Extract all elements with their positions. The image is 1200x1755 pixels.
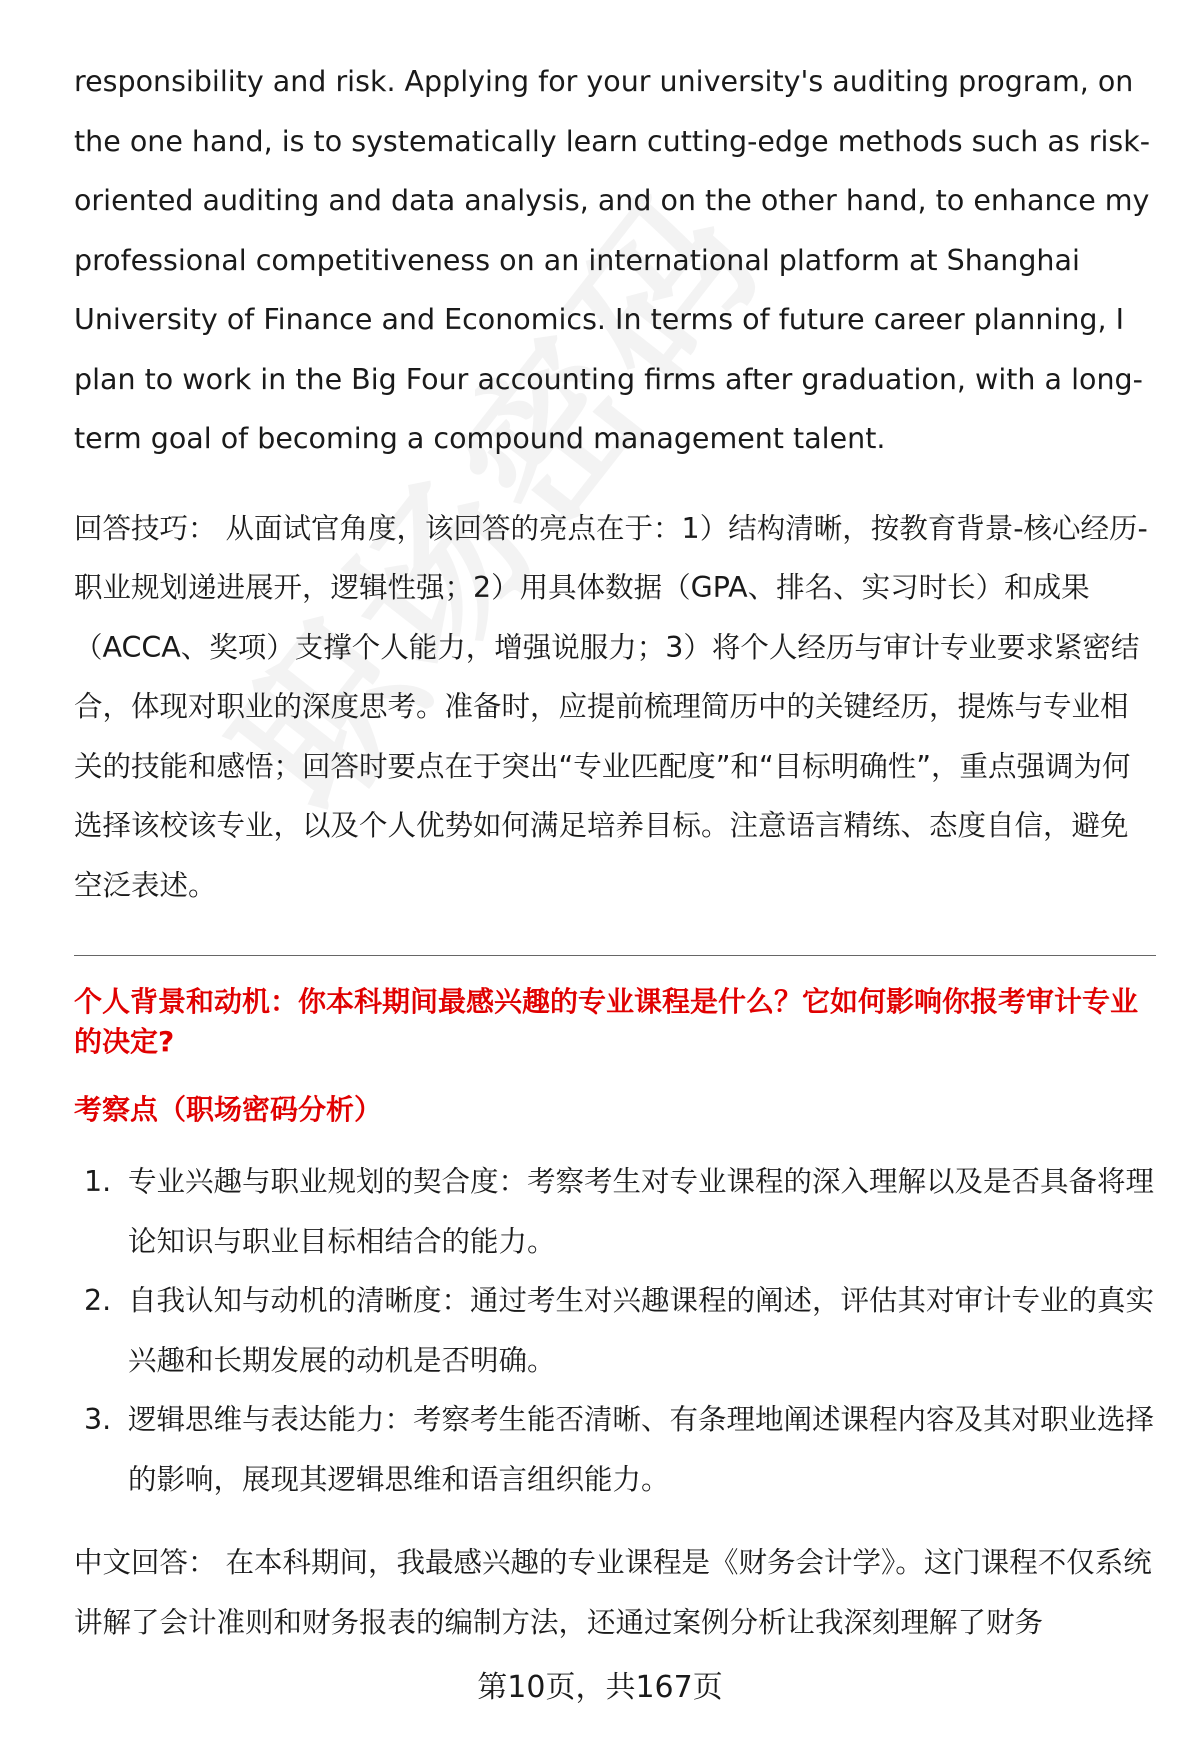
list-number: 1. (84, 1165, 112, 1198)
section-divider (74, 955, 1156, 956)
document-page (74, 52, 1154, 1652)
answer-tips-paragraph: 回答技巧： 从面试官角度，该回答的亮点在于：1）结构清晰，按教育背景-核心经历-职业规划递进展开，逻辑性强；2）用具体数据（GPA、排名、实习时长）和成果（ACCA、奖项）支撑个人能力，增强说服力；3）将个人经历与审计专业要求紧密结合，体现对职业的深度思考。准备时，应提前梳理简历中的关键经历，提炼与专业相关的技能和感悟；回答时要点在于突出“专业匹配度”和“目标明确性”，重点强调为何选择该校该专业，以及个人优势如何满足培养目标。注意语言精练、态度自信，避免空泛表述。 (74, 511, 1148, 902)
list-item-text: 逻辑思维与表达能力：考察考生能否清晰、有条理地阐述课程内容及其对职业选择的影响，展现其逻辑思维和语言组织能力。 (128, 1403, 1155, 1496)
page-number-footer: 第10页，共167页 (477, 1670, 723, 1705)
list-item (74, 1390, 1154, 1509)
list-number: 2. (84, 1284, 112, 1317)
analysis-heading: 考察点（职场密码分析） (74, 1093, 383, 1126)
chinese-answer-paragraph: 中文回答： 在本科期间，我最感兴趣的专业课程是《财务会计学》。这门课程不仅系统讲解了会计准则和财务报表的编制方法，还通过案例分析让我深刻理解了财务 (74, 1546, 1152, 1639)
list-item (74, 1271, 1154, 1390)
analysis-points-list (74, 1152, 1154, 1509)
list-item-text: 自我认知与动机的清晰度：通过考生对兴趣课程的阐述，评估其对审计专业的真实兴趣和长期发展的动机是否明确。 (128, 1284, 1155, 1377)
english-answer-paragraph: responsibility and risk. Applying for your university's auditing program, on the one hand, is to systematically learn cutting-edge methods such as risk-oriented auditing and data analysis, and on the other hand, to enhance my professional competitiveness on an international platform at Shanghai University of Finance and Economics. In terms of future career planning, I plan to work in the Big Four accounting firms after graduation, with a long-term goal of becoming a compound management talent. (74, 65, 1151, 455)
question-heading: 个人背景和动机：你本科期间最感兴趣的专业课程是什么？它如何影响你报考审计专业的决定? (74, 985, 1139, 1058)
list-item-text: 专业兴趣与职业规划的契合度：考察考生对专业课程的深入理解以及是否具备将理论知识与职业目标相结合的能力。 (128, 1165, 1155, 1258)
list-number: 3. (84, 1403, 112, 1436)
list-item (74, 1152, 1154, 1271)
